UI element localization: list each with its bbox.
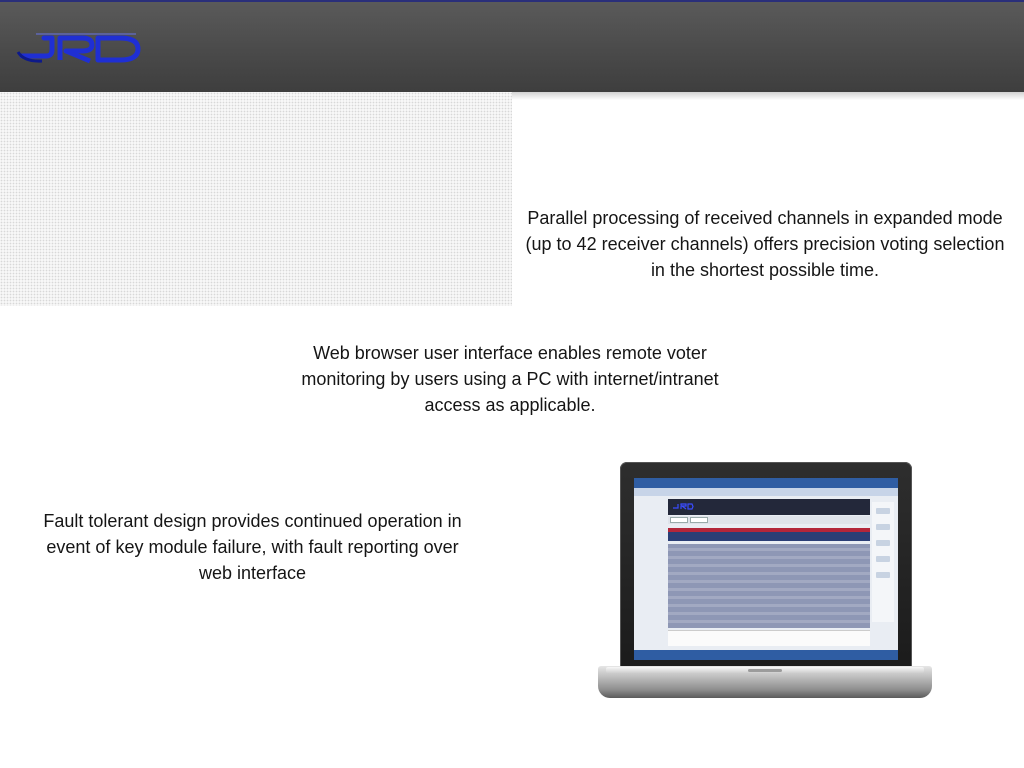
screen-log-area: [668, 630, 870, 646]
screen-table-row: [668, 588, 870, 591]
screen-tabs: [668, 516, 870, 524]
screen-side-button: [876, 524, 890, 530]
screen-table-row: [668, 556, 870, 559]
screen-tab: [690, 517, 708, 523]
dotted-texture-panel: [0, 92, 512, 306]
laptop-screen: [634, 478, 898, 660]
screen-table-row: [668, 604, 870, 607]
fault-tolerant-text: Fault tolerant design provides continued operation in event of key module failure, with fault reporting over web interface: [43, 511, 462, 583]
laptop-notch: [748, 669, 782, 672]
screen-side-button: [876, 540, 890, 546]
screen-table-row: [668, 572, 870, 575]
screen-logo-icon: [671, 502, 695, 511]
laptop-screenshot-image: [598, 460, 932, 700]
screen-section-title: [668, 532, 870, 541]
parallel-processing-text: Parallel processing of received channels in expanded mode (up to 42 receiver channels) offers precision voting selection in the shortest possible time.: [525, 208, 1005, 280]
screen-browser-bar: [634, 478, 898, 488]
screen-status-table: [668, 544, 870, 628]
screen-table-row: [668, 580, 870, 583]
screen-table-row: [668, 548, 870, 551]
screen-side-panel: [872, 502, 894, 622]
screen-app-header: [668, 499, 870, 515]
screen-table-row: [668, 564, 870, 567]
web-browser-text: Web browser user interface enables remote voter monitoring by users using a PC with internet/intranet access as applicable.: [301, 343, 719, 415]
header-banner: [0, 0, 1024, 92]
screen-table-row: [668, 596, 870, 599]
screen-address-bar: [634, 488, 898, 496]
screen-table-row: [668, 612, 870, 615]
screen-tab: [670, 517, 688, 523]
screen-side-button: [876, 572, 890, 578]
screen-taskbar: [634, 650, 898, 660]
screen-side-button: [876, 556, 890, 562]
jrd-logo-icon: [16, 30, 142, 66]
laptop-lid: [620, 462, 912, 670]
screen-table-row: [668, 620, 870, 623]
screen-side-button: [876, 508, 890, 514]
